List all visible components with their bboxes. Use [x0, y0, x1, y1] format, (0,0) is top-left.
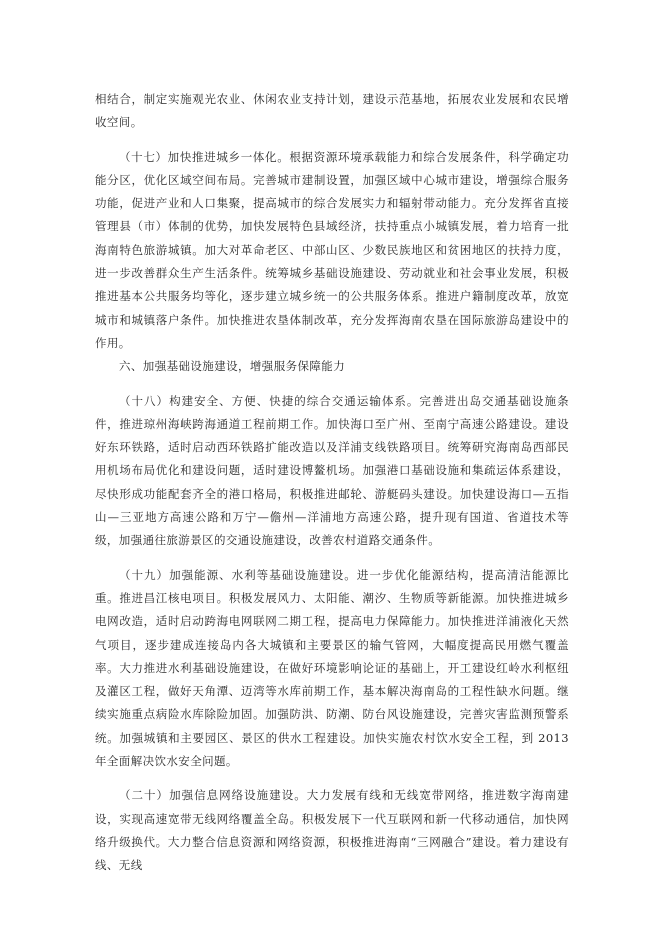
- section-heading-6: 六、加强基础设施建设，增强服务保障能力: [119, 359, 346, 374]
- paragraph-17-urban-rural-integration: （十七）加快推进城乡一体化。根据资源环境承载能力和综合发展条件，科学确定功能分区，优化区域空间布局。完善城市建制设置，加强区域中心城市建设，增强综合服务功能，促进产业和人口集聚，提高城市的综合发展实力和辐射带动能力。充分发挥省直接管理县（市）体制的优势，加快发展特色县域经济，扶持重点小城镇发展，着力培育一批海南特色旅游城镇。加大对革命老区、中部山区、少数民族地区和贫困地区的扶持力度，进一步改善群众生产生活条件。统筹城乡基础设施建设、劳动就业和社会事业发展，积极推进基本公共服务均等化，逐步建立城乡统一的公共服务体系。推进户籍制度改革，放宽城市和城镇落户条件。加快推进农垦体制改革，充分发挥海南农垦在国际旅游岛建设中的作用。: [95, 149, 569, 350]
- paragraph-19-energy-water: （十九）加强能源、水利等基础设施建设。进一步优化能源结构，提高清洁能源比重。推进昌江核电项目。积极发展风力、太阳能、潮汐、生物质等新能源。加快推进城乡电网改造，适时启动跨海电网联网二期工程，提高电力保障能力。加快推进洋浦液化天然气项目，逐步建成连接岛内各大城镇和主要景区的输气管网，大幅度提高民用燃气覆盖率。大力推进水利基础设施建设，在做好环境影响论证的基础上，开工建设红岭水利枢纽及灌区工程，做好天角潭、迈湾等水库前期工作，基本解决海南岛的工程性缺水问题。继续实施重点病险水库除险加固。加强防洪、防潮、防台风设施建设，完善灾害监测预警系统。加强城镇和主要园区、景区的供水工程建设。加快实施农村饮水安全工程，到 2013 年全面解决饮水安全问题。: [95, 567, 569, 769]
- paragraph-20-information-network: （二十）加强信息网络设施建设。大力发展有线和无线宽带网络，推进数字海南建设，实现高速宽带无线网络覆盖全岛。积极发展下一代互联网和新一代移动通信，加快网络升级换代。大力整合信息资源和网络资源，积极推进海南“三网融合”建设。着力建设有线、无线: [95, 788, 569, 873]
- paragraph-continuation: 相结合，制定实施观光农业、休闲农业支持计划，建设示范基地，拓展农业发展和农民增收空间。: [95, 92, 569, 130]
- document-page: [95, 88, 569, 878]
- paragraph-18-transport-system: （十八）构建安全、方便、快捷的综合交通运输体系。完善进出岛交通基础设施条件，推进琼州海峡跨海通道工程前期工作。加快海口至广州、至南宁高速公路建设。建设好东环铁路，适时启动西环铁路扩能改造以及洋浦支线铁路项目。统筹研究海南岛西部民用机场布局优化和建设问题，适时建设博鳌机场。加强港口基础设施和集疏运体系建设，尽快形成功能配套齐全的港口格局，积极推进邮轮、游艇码头建设。加快建设海口—五指山—三亚地方高速公路和万宁—儋州—洋浦地方高速公路，提升现有国道、省道技术等级，加强通往旅游景区的交通设施建设，改善农村道路交通条件。: [95, 393, 569, 548]
